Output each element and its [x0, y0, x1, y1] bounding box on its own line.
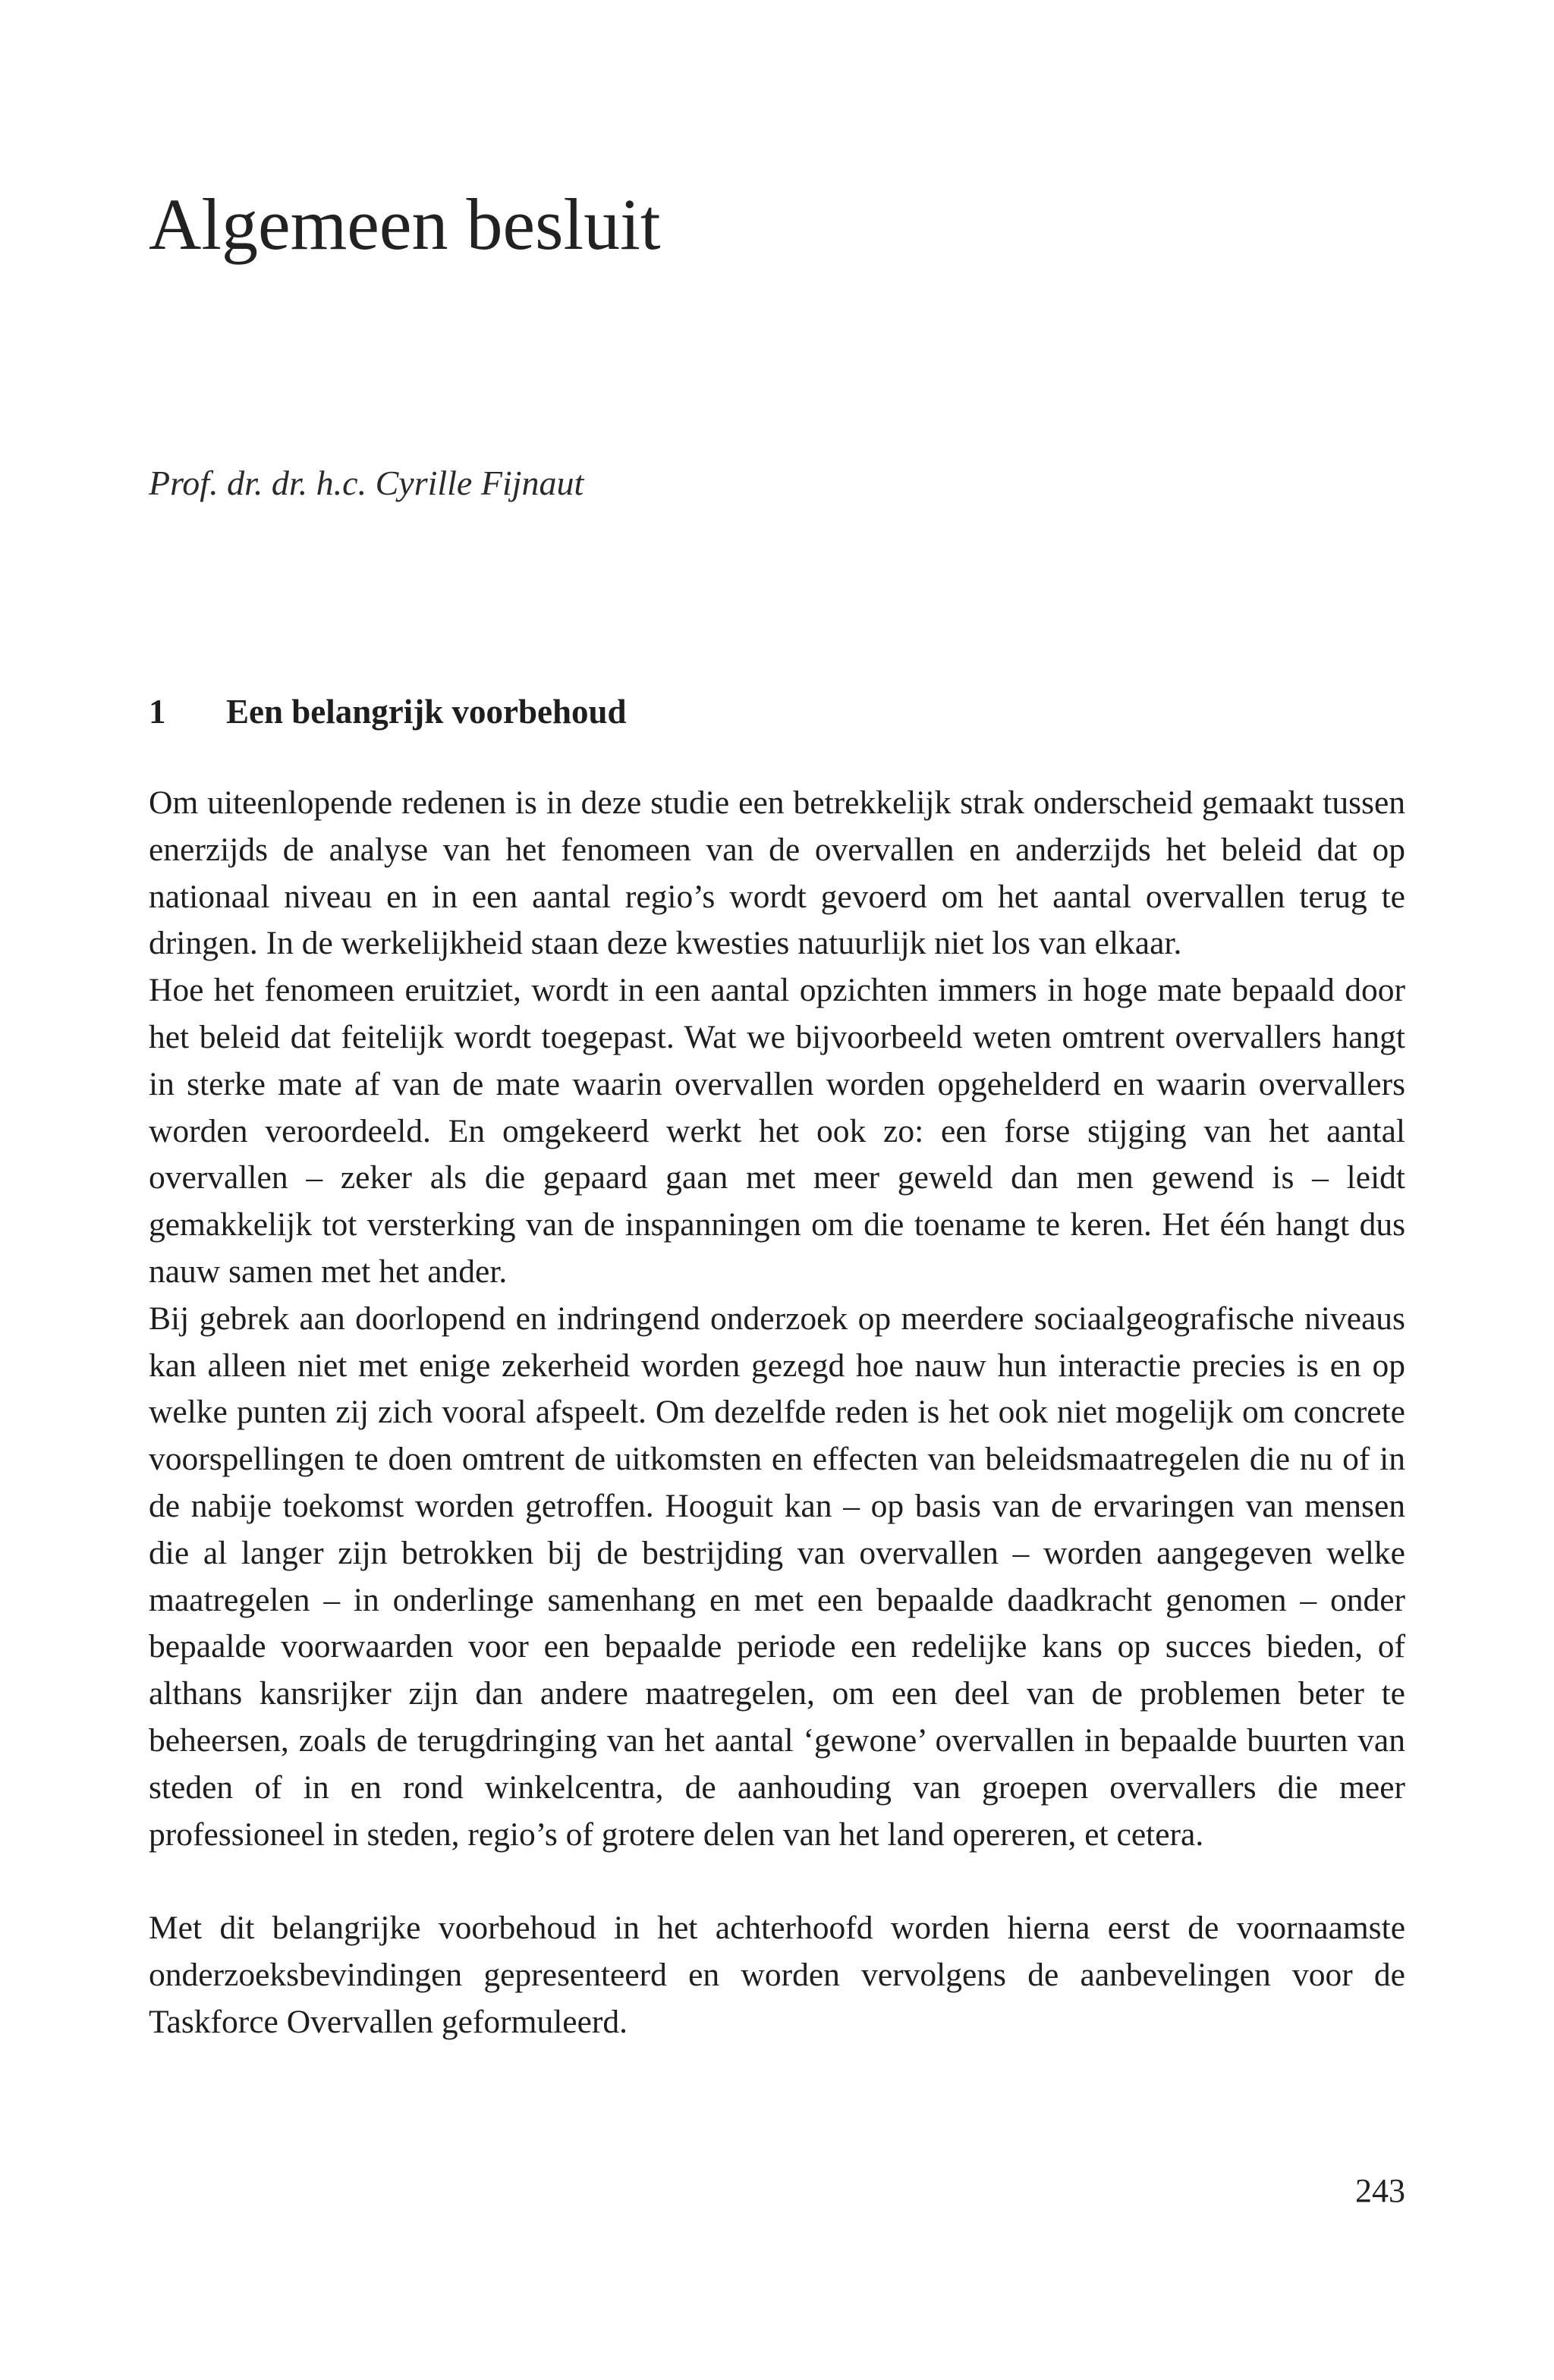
book-page — [149, 0, 1405, 2380]
section-title: Een belangrijk voorbehoud — [226, 693, 627, 731]
section-heading — [149, 692, 627, 731]
page-number: 243 — [1355, 2172, 1405, 2209]
paragraph: Hoe het fenomeen eruitziet, wordt in een aantal opzichten immers in hoge mate bepaald door het beleid dat feitelijk wordt toegepast. Wat we bijvoorbeeld weten omtrent overvallers hangt in sterke mate af van de mate waarin overvallen worden opgehelderd en waarin overvallers worden veroordeeld. En omgekeerd werkt het ook zo: een forse stijging van het aantal overvallen – zeker als die gepaard gaan met meer geweld dan men gewend is – leidt gemakkelijk tot versterking van de inspanningen om die toename te keren. Het één hangt dus nauw samen met het ander. — [149, 972, 1405, 1290]
section-number: 1 — [149, 693, 166, 731]
paragraph: Met dit belangrijke voorbehoud in het achterhoofd worden hierna eerst de voornaamste onderzoeksbevindingen gepresenteerd en worden vervolgens de aanbevelingen voor de Taskforce Overvallen geformuleerd. — [149, 1910, 1405, 2040]
paragraph: Om uiteenlopende redenen is in deze studie een betrekkelijk strak onderscheid gemaakt tussen enerzijds de analyse van het fenomeen van de overvallen en anderzijds het beleid dat op nationaal niveau en in een aantal regio’s wordt gevoerd om het aantal overvallen terug te dringen. In de werkelijkheid staan deze kwesties natuurlijk niet los van elkaar. — [149, 784, 1405, 962]
chapter-author: Prof. dr. dr. h.c. Cyrille Fijnaut — [149, 464, 584, 502]
paragraph: Bij gebrek aan doorlopend en indringend onderzoek op meerdere sociaalgeografische niveaus kan alleen niet met enige zekerheid worden gezegd hoe nauw hun interactie precies is en op welke punten zij zich vooral afspeelt. Om dezelfde reden is het ook niet mogelijk om concrete voorspellingen te doen omtrent de uitkomsten en effecten van beleidsmaatregelen die nu of in de nabije toekomst worden getroffen. Hooguit kan – op basis van de ervaringen van mensen die al langer zijn betrokken bij de bestrijding van overvallen – worden aangegeven welke maatregelen – in onderlinge samenhang en met een bepaalde daadkracht genomen – onder bepaalde voorwaarden voor een bepaalde periode een redelijke kans op succes bieden, of althans kansrijker zijn dan andere maatregelen, om een deel van de problemen beter te beheersen, zoals de terugdringing van het aantal ‘gewone’ overvallen in bepaalde buurten van steden of in en rond winkelcentra, de aanhouding van groepen overvallers die meer professioneel in steden, regio’s of grotere delen van het land opereren, et cetera. — [149, 1300, 1405, 1853]
body-text — [149, 780, 1405, 2046]
chapter-title: Algemeen besluit — [149, 184, 661, 265]
